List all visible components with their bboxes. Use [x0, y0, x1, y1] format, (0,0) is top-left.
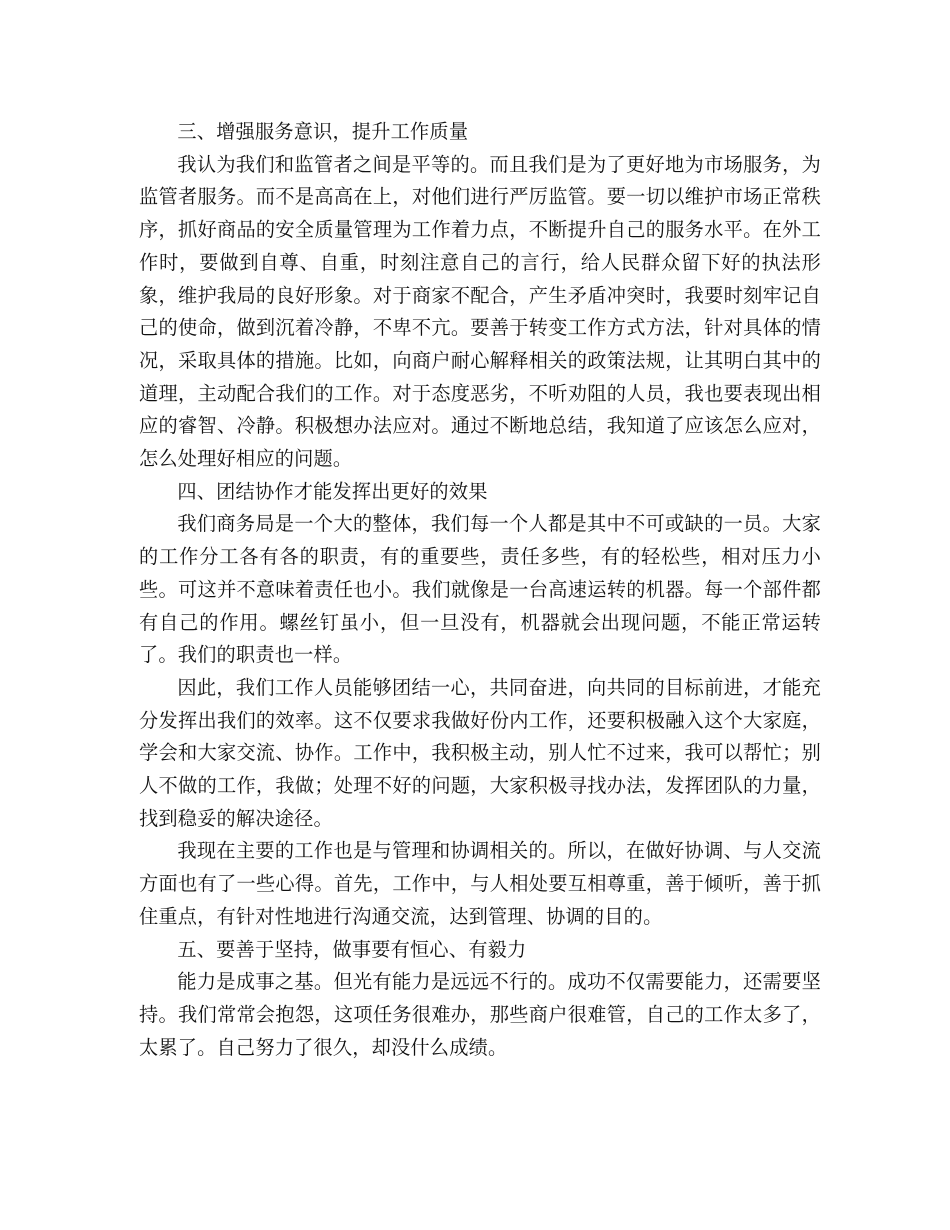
paragraph-perseverance: 能力是成事之基。但光有能力是远远不行的。成功不仅需要能力，还需要坚持。我们常常会抱怨，这项任务很难办，那些商户很难管，自己的工作太多了，太累了。自己努力了很久，却没什么成绩。: [139, 970, 821, 1059]
section-heading-5: 五、要善于坚持，做事要有恒心、有毅力: [177, 937, 527, 961]
section-heading-4: 四、团结协作才能发挥出更好的效果: [177, 479, 488, 503]
section-heading-3: 三、增强服务意识，提升工作质量: [177, 120, 469, 143]
paragraph-teamwork-whole: 我们商务局是一个大的整体，我们每一个人都是其中不可或缺的一员。大家的工作分工各有各的职责，有的重要些，责任多些，有的轻松些，相对压力小些。可这并不意味着责任也小。我们就像是一台高速运转的机器。每一个部件都有自己的作用。螺丝钉虽小，但一旦没有，机器就会出现问题，不能正常运转了。我们的职责也一样。: [139, 512, 821, 667]
paragraph-teamwork-unity: 因此，我们工作人员能够团结一心，共同奋进，向共同的目标前进，才能充分发挥出我们的效率。这不仅要求我做好份内工作，还要积极融入这个大家庭，学会和大家交流、协作。工作中，我积极主动，别人忙不过来，我可以帮忙；别人不做的工作，我做；处理不好的问题，大家积极寻找办法，发挥团队的力量，找到稳妥的解决途径。: [139, 675, 821, 830]
paragraph-coordination: 我现在主要的工作也是与管理和协调相关的。所以，在做好协调、与人交流方面也有了一些心得。首先，工作中，与人相处要互相尊重，善于倾听，善于抓住重点，有针对性地进行沟通交流，达到管理、协调的目的。: [139, 839, 821, 928]
paragraph-service-awareness: 我认为我们和监管者之间是平等的。而且我们是为了更好地为市场服务，为监管者服务。而不是高高在上，对他们进行严厉监管。要一切以维护市场正常秩序，抓好商品的安全质量管理为工作着力点，不断提升自己的服务水平。在外工作时，要做到自尊、自重，时刻注意自己的言行，给人民群众留下好的执法形象，维护我局的良好形象。对于商家不配合，产生矛盾冲突时，我要时刻牢记自己的使命，做到沉着冷静，不卑不亢。要善于转变工作方式方法，针对具体的情况，采取具体的措施。比如，向商户耐心解释相关的政策法规，让其明白其中的道理，主动配合我们的工作。对于态度恶劣，不听劝阻的人员，我也要表现出相应的睿智、冷静。积极想办法应对。通过不断地总结，我知道了应该怎么应对，怎么处理好相应的问题。: [139, 152, 821, 471]
document-body: [139, 116, 821, 1064]
